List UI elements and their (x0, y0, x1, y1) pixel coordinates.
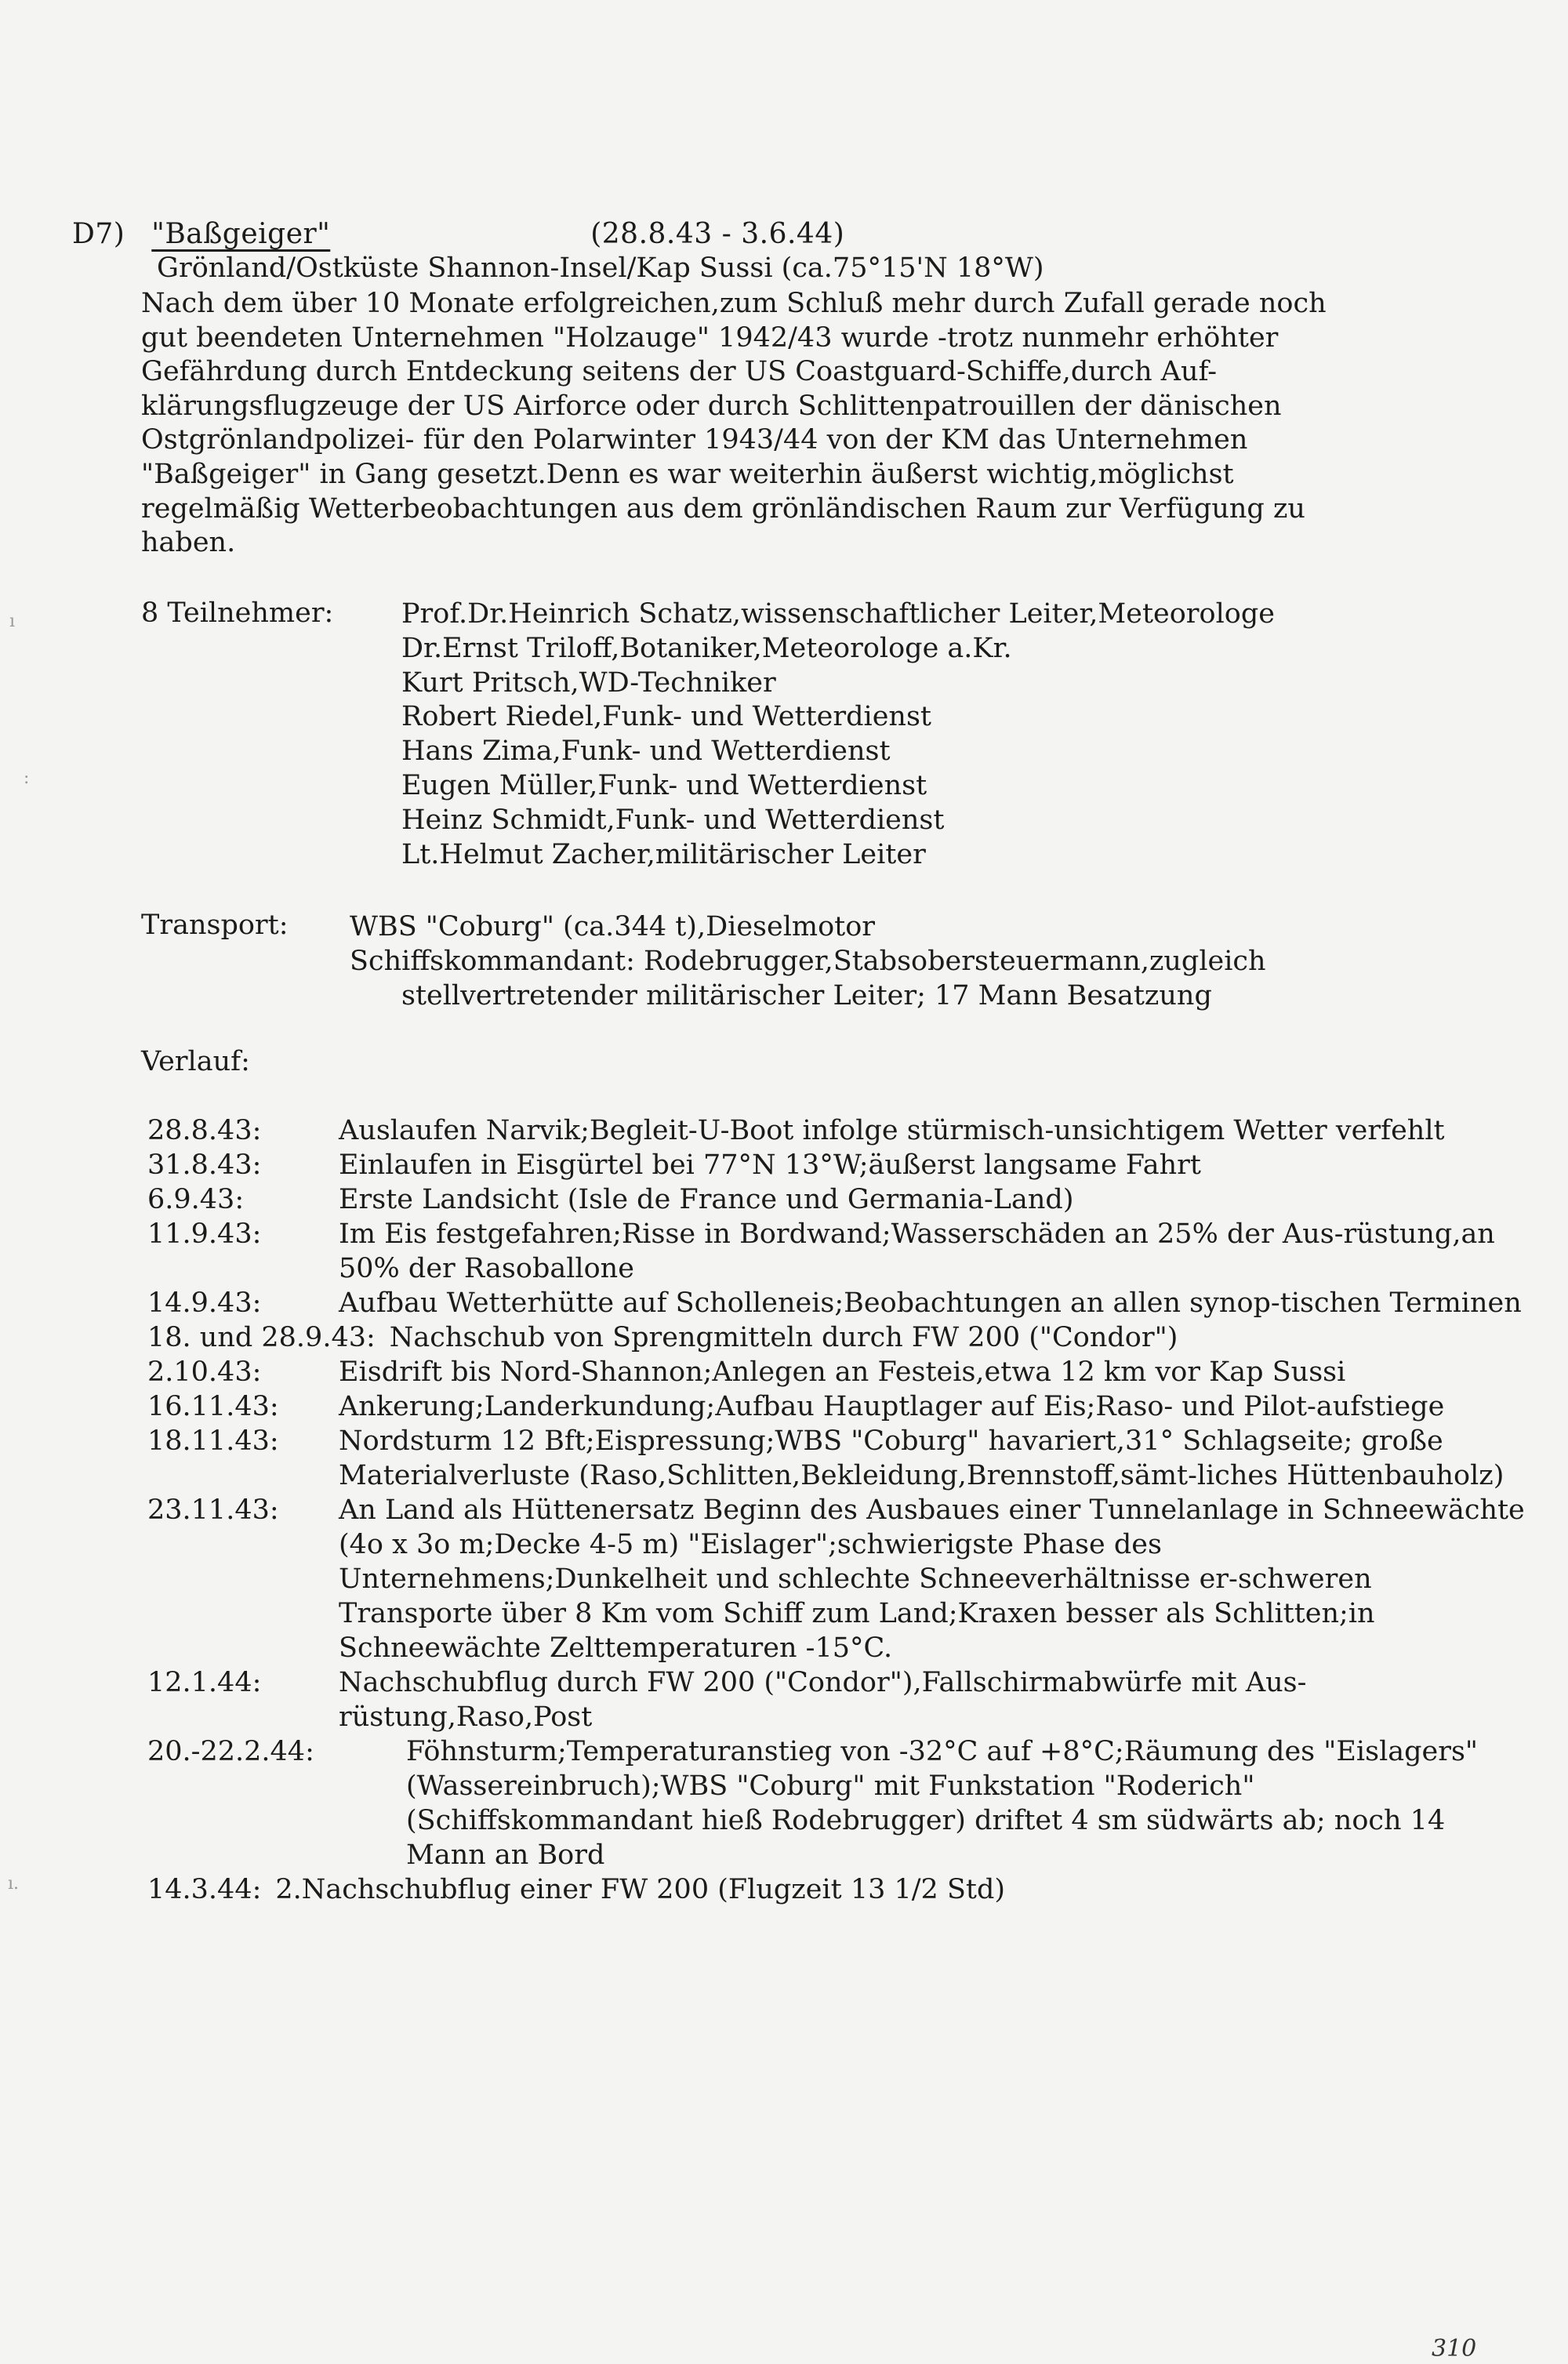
timeline-entry (147, 1665, 1527, 1734)
intro-line: regelmäßig Wetterbeobachtungen aus dem grönländischen Raum zur Verfügung zu (141, 492, 1305, 525)
entry-date: 2.10.43: (147, 1356, 262, 1388)
course-label: Verlauf: (141, 1046, 250, 1077)
entry-text: Ankerung;Landerkundung;Aufbau Hauptlager auf Eis;Raso- und Pilot-aufstiege (339, 1391, 1445, 1422)
entry-text: An Land als Hüttenersatz Beginn des Ausbaues einer Tunnelanlage in Schneewächte (4o x 3o m;Decke 4-5 m) "Eislager";schwierigste Phase des Unternehmens;Dunkelheit und schlechte Schneeverhältnisse er-schweren Transporte über 8 Km vom Schiff zum Land;Kraxen besser als Schlitten;in Schneewächte Zelttemperaturen -15°C. (339, 1494, 1525, 1664)
timeline-entry (147, 1217, 1527, 1286)
transport-commander-cont: stellvertretender militärischer Leiter; 17 Mann Besatzung (401, 980, 1212, 1011)
transport-vessel: WBS "Coburg" (ca.344 t),Dieselmotor (350, 911, 876, 942)
entry-text: Föhnsturm;Temperaturanstieg von -32°C auf +8°C;Räumung des "Eislagers" (Wassereinbruch);WBS "Coburg" mit Funkstation "Roderich" (Schiffskommandant hieß Rodebrugger) driftet 4 sm südwärts ab; noch 14 Mann an Bord (406, 1736, 1479, 1871)
entry-text: Auslaufen Narvik;Begleit-U-Boot infolge stürmisch-unsichtigem Wetter verfehlt (339, 1115, 1445, 1146)
entry-text: Nachschub von Sprengmitteln durch FW 200 ("Condor") (389, 1322, 1178, 1353)
transport-commander: Schiffskommandant: Rodebrugger,Stabsobersteuermann,zugleich (350, 946, 1266, 977)
transport-label: Transport: (141, 910, 289, 941)
entry-date: 11.9.43: (147, 1218, 262, 1250)
intro-line: "Baßgeiger" in Gang gesetzt.Denn es war weiterhin äußerst wichtig,möglichst (141, 458, 1234, 490)
timeline-entry (147, 1182, 1527, 1217)
transport-details (350, 910, 1266, 1013)
margin-mark: ı (9, 612, 16, 631)
entry-date: 6.9.43: (147, 1184, 245, 1215)
entry-text: Nachschubflug durch FW 200 ("Condor"),Fallschirmabwürfe mit Aus-rüstung,Raso,Post (339, 1667, 1307, 1733)
entry-date: 18. und 28.9.43: (147, 1322, 376, 1353)
timeline-entry (147, 1320, 1527, 1355)
entry-text: 2.Nachschubflug einer FW 200 (Flugzeit 13 1/2 Std) (275, 1874, 1006, 1905)
timeline-entry (147, 1424, 1527, 1493)
intro-line: Nach dem über 10 Monate erfolgreichen,zum Schluß mehr durch Zufall gerade noch (141, 288, 1327, 319)
timeline-entry (147, 1113, 1527, 1148)
intro-line: Ostgrönlandpolizei- für den Polarwinter 1943/44 von der KM das Unternehmen (141, 424, 1248, 456)
entry-text: Eisdrift bis Nord-Shannon;Anlegen an Festeis,etwa 12 km vor Kap Sussi (339, 1356, 1346, 1388)
expedition-title: "Baßgeiger" (151, 218, 331, 250)
participant: Prof.Dr.Heinrich Schatz,wissenschaftlicher Leiter,Meteorologe (401, 598, 1275, 630)
participant: Eugen Müller,Funk- und Wetterdienst (401, 769, 927, 801)
entry-date: 28.8.43: (147, 1115, 262, 1146)
timeline-entry (147, 1389, 1527, 1424)
entry-date: 23.11.43: (147, 1494, 279, 1526)
section-id: D7) (72, 218, 125, 250)
page-number: 310 (1432, 2335, 1477, 2362)
timeline-entry (147, 1148, 1527, 1182)
event-timeline (147, 1113, 1527, 1907)
intro-line: haben. (141, 527, 236, 559)
timeline-entry (147, 1872, 1527, 1907)
entry-date: 12.1.44: (147, 1667, 262, 1698)
entry-text: Im Eis festgefahren;Risse in Bordwand;Wasserschäden an 25% der Aus-rüstung,an 50% der Rasoballone (339, 1218, 1495, 1284)
timeline-entry (147, 1493, 1527, 1665)
participant: Lt.Helmut Zacher,militärischer Leiter (401, 838, 926, 870)
participant: Heinz Schmidt,Funk- und Wetterdienst (401, 804, 945, 836)
entry-text: Nordsturm 12 Bft;Eispressung;WBS "Coburg" havariert,31° Schlagseite; große Materialverluste (Raso,Schlitten,Bekleidung,Brennstoff,sämt-liches Hüttenbauholz) (339, 1425, 1504, 1491)
date-range: (28.8.43 - 3.6.44) (590, 218, 845, 250)
intro-line: Gefährdung durch Entdeckung seitens der US Coastguard-Schiffe,durch Auf- (141, 356, 1218, 388)
participant: Dr.Ernst Triloff,Botaniker,Meteorologe a.Kr. (401, 632, 1012, 664)
entry-date: 14.3.44: (147, 1874, 262, 1905)
entry-date: 20.-22.2.44: (147, 1736, 314, 1767)
entry-date: 16.11.43: (147, 1391, 279, 1422)
entry-text: Erste Landsicht (Isle de France und Germania-Land) (339, 1184, 1074, 1215)
participant: Kurt Pritsch,WD-Techniker (401, 666, 776, 699)
participant: Hans Zima,Funk- und Wetterdienst (401, 735, 891, 768)
timeline-entry (147, 1355, 1527, 1389)
location-line: Grönland/Ostküste Shannon-Insel/Kap Sussi (ca.75°15'N 18°W) (157, 252, 1044, 284)
timeline-entry (147, 1734, 1527, 1872)
margin-mark: : (24, 768, 30, 788)
intro-line: klärungsflugzeuge der US Airforce oder durch Schlittenpatrouillen der dänischen (141, 390, 1282, 422)
intro-line: gut beendeten Unternehmen "Holzauge" 1942/43 wurde -trotz nunmehr erhöhter (141, 321, 1279, 354)
entry-text: Aufbau Wetterhütte auf Scholleneis;Beobachtungen an allen synop-tischen Terminen (339, 1287, 1522, 1319)
section-header (72, 218, 844, 250)
participants-label: 8 Teilnehmer: (141, 597, 334, 629)
participants-list (401, 597, 1275, 872)
entry-date: 31.8.43: (147, 1149, 262, 1181)
entry-date: 18.11.43: (147, 1425, 279, 1457)
timeline-entry (147, 1286, 1527, 1320)
entry-text: Einlaufen in Eisgürtel bei 77°N 13°W;äußerst langsame Fahrt (339, 1149, 1201, 1181)
participant: Robert Riedel,Funk- und Wetterdienst (401, 701, 931, 733)
entry-date: 14.9.43: (147, 1287, 262, 1319)
intro-paragraph (141, 287, 1521, 561)
margin-mark: ı. (8, 1874, 20, 1894)
